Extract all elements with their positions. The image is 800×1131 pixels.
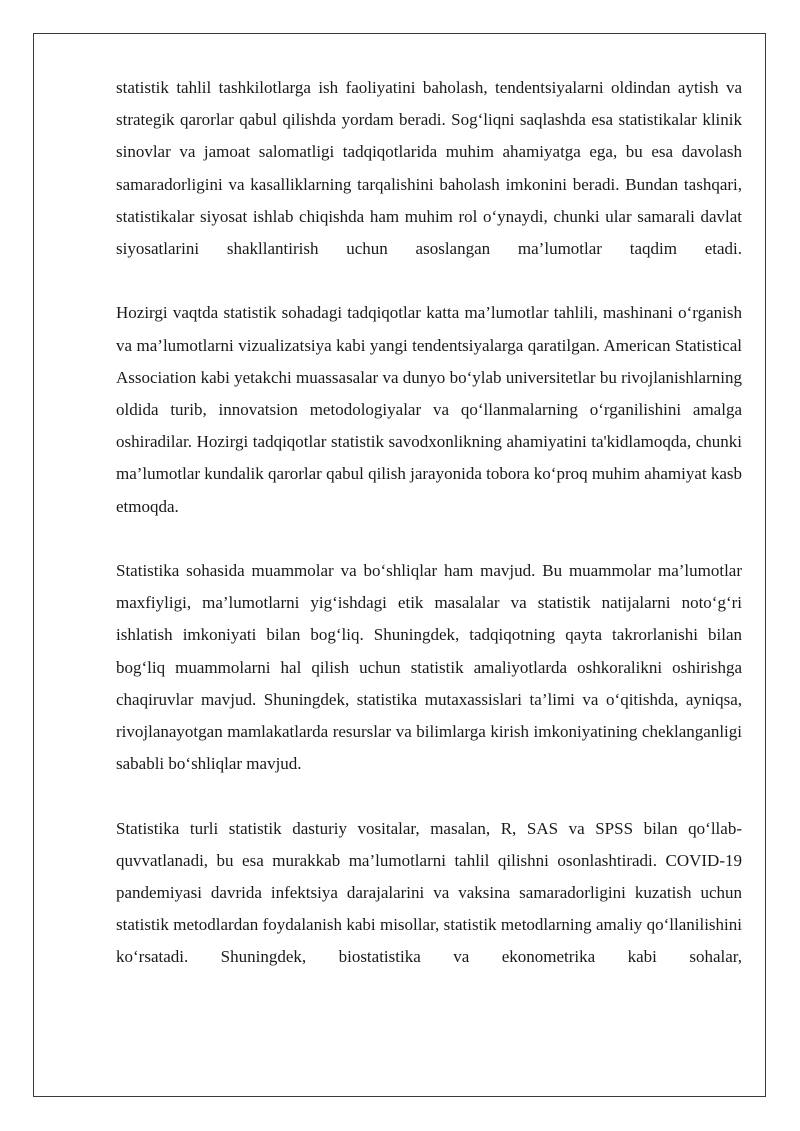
paragraph-3: Statistika sohasida muammolar va bo‘shliqlar ham mavjud. Bu muammolar ma’lumotlar maxfiyligi, ma’lumotlarni yig‘ishdagi etik masalalar va statistik natijalarni noto‘g‘ri ishlatish imkoniyati bilan bog‘liq. Shuningdek, tadqiqotning qayta takrorlanishi bilan bog‘liq muammolarni hal qilish uchun statistik amaliyotlarda oshkoralikni oshirishga chaqiruvlar mavjud. Shuningdek, statistika mutaxassislari ta’limi va o‘qitishda, ayniqsa, rivojlanayotgan mamlakatlarda resurslar va bilimlarga kirish imkoniyatining cheklanganligi sababli bo‘shliqlar mavjud. — [116, 561, 742, 774]
paragraph-1: statistik tahlil tashkilotlarga ish faoliyatini baholash, tendentsiyalarni oldindan aytish va strategik qarorlar qabul qilishda yordam beradi. Sog‘liqni saqlashda esa statistikalar klinik sinovlar va jamoat salomatligi tadqiqotlarida muhim ahamiyatga ega, bu esa davolash samaradorligini va kasalliklarning tarqalishini baholash imkonini beradi. Bundan tashqari, statistikalar siyosat ishlab chiqishda ham muhim rol o‘ynaydi, chunki ular samarali davlat siyosatlarini shakllantirish uchun asoslangan ma’lumotlar taqdim etadi. — [116, 78, 742, 259]
document-body — [116, 72, 742, 1006]
paragraph-4: Statistika turli statistik dasturiy vositalar, masalan, R, SAS va SPSS bilan qo‘llab-quvvatlanadi, bu esa murakkab ma’lumotlarni tahlil qilishni osonlashtiradi. COVID-19 pandemiyasi davrida infektsiya darajalarini va vaksina samaradorligini kuzatish uchun statistik metodlardan foydalanish kabi misollar, statistik metodlarning amaliy qo‘llanilishini ko‘rsatadi. Shuningdek, biostatistika va ekonometrika kabi sohalar, — [116, 818, 742, 967]
paragraph-2: Hozirgi vaqtda statistik sohadagi tadqiqotlar katta ma’lumotlar tahlili, mashinani o‘rganish va ma’lumotlarni vizualizatsiya kabi yangi tendentsiyalarga qaratilgan. American Statistical Association kabi yetakchi muassasalar va dunyo bo‘ylab universitetlar bu rivojlanishlarning oldida turib, innovatsion metodologiyalar va qo‘llanmalarning o‘rganilishini amalga oshiradilar. Hozirgi tadqiqotlar statistik savodxonlikning ahamiyatini ta'kidlamoqda, chunki ma’lumotlar kundalik qarorlar qabul qilish jarayonida tobora ko‘proq muhim ahamiyat kasb etmoqda. — [116, 303, 743, 516]
